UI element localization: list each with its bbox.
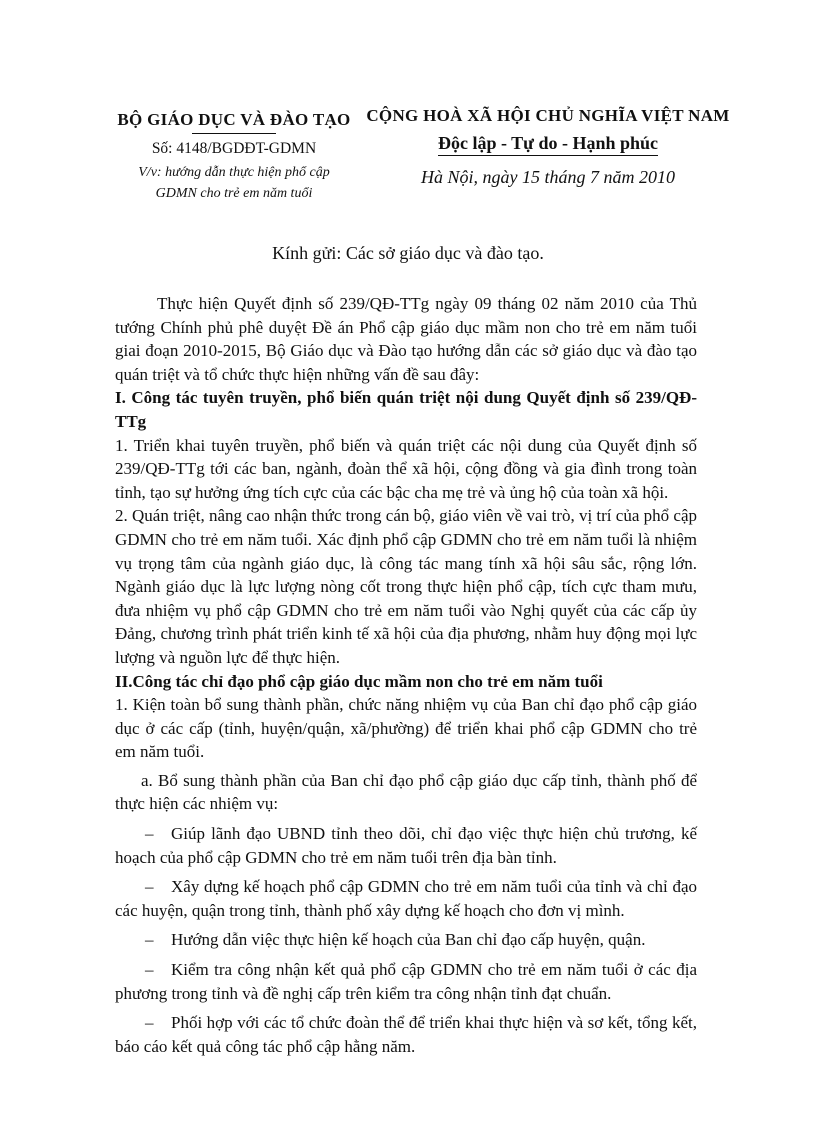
intro-paragraph: Thực hiện Quyết định số 239/QĐ-TTg ngày 09 tháng 02 năm 2010 của Thủ tướng Chính phủ phê duyệt Đề án Phổ cập giáo dục mầm non cho trẻ em năm tuổi giai đoạn 2010-2015, Bộ Giáo dục và Đào tạo hướng dẫn các sở giáo dục và đào tạo quán triệt và tổ chức thực hiện những vấn đề sau đây: <box>115 294 697 384</box>
document-number: Số: 4148/BGDĐT-GDMN <box>151 140 317 157</box>
dash-item <box>115 875 697 922</box>
issuer-block <box>104 110 364 204</box>
section-1-item-1: 1. Triển khai tuyên truyền, phổ biến và quán triệt các nội dung của Quyết định số 239/QĐ-TTg tới các ban, ngành, đoàn thể xã hội, cộng đồng và gia đình trong toàn tỉnh, tạo sự hưởng ứng tích cực của các bậc cha mẹ trẻ và ủng hộ của toàn xã hội. <box>115 435 697 502</box>
subject-line-1: V/v: hướng dẫn thực hiện phổ cập <box>138 165 330 180</box>
dash-item <box>115 958 697 1005</box>
dash-marker: – <box>145 930 154 950</box>
subject-line-2: GDMN cho trẻ em năm tuổi <box>155 186 313 201</box>
ministry-name: BỘ GIÁO DỤC VÀ ĐÀO TẠO <box>117 110 351 129</box>
section-1-heading: I. Công tác tuyên truyền, phổ biến quán triệt nội dung Quyết định số 239/QĐ-TTg <box>115 388 697 431</box>
dash-item <box>115 1011 697 1058</box>
document-body <box>115 292 697 1058</box>
section-1-item-2: 2. Quán triệt, nâng cao nhận thức trong cán bộ, giáo viên về vai trò, vị trí của phổ cập GDMN cho trẻ em năm tuổi. Xác định phổ cập GDMN cho trẻ em năm tuổi là nhiệm vụ trọng tâm của ngành giáo dục, là công tác mang tính xã hội sâu sắc, rộng lớn. Ngành giáo dục là lực lượng nòng cốt trong thực hiện phổ cập, tích cực tham mưu, đưa nhiệm vụ phổ cập GDMN cho trẻ em năm tuổi vào Nghị quyết của các cấp ủy Đảng, chương trình phát triển kinh tế xã hội của địa phương, nhằm huy động mọi lực lượng và nguồn lực để thực hiện. <box>115 506 697 667</box>
dash-item-text: Giúp lãnh đạo UBND tỉnh theo dõi, chỉ đạo việc thực hiện chủ trương, kế hoạch của phổ cập GDMN cho trẻ em năm tuổi trên địa bàn tỉnh. <box>115 824 697 867</box>
dash-item <box>115 822 697 869</box>
place-date: Hà Nội, ngày 15 tháng 7 năm 2010 <box>421 167 675 187</box>
national-heading-block <box>360 106 736 188</box>
dash-item-text: Phối hợp với các tổ chức đoàn thể để triển khai thực hiện và sơ kết, tổng kết, báo cáo kết quả công tác phổ cập hằng năm. <box>115 1013 697 1056</box>
dash-item <box>115 928 697 952</box>
dash-marker: – <box>145 960 154 980</box>
section-2-heading: II.Công tác chỉ đạo phổ cập giáo dục mầm non cho trẻ em năm tuổi <box>115 671 603 691</box>
dash-marker: – <box>145 824 154 844</box>
ministry-underline <box>192 133 276 134</box>
addressee-line: Kính gửi: Các sở giáo dục và đào tạo. <box>272 243 544 263</box>
nation-name: CỘNG HOÀ XÃ HỘI CHỦ NGHĨA VIỆT NAM <box>366 106 730 125</box>
dash-marker: – <box>145 1013 154 1033</box>
dash-item-text: Xây dựng kế hoạch phổ cập GDMN cho trẻ em năm tuổi của tỉnh và chỉ đạo các huyện, quận trong tỉnh, thành phố xây dựng kế hoạch cho đơn vị mình. <box>115 877 697 920</box>
dash-item-text: Kiểm tra công nhận kết quả phổ cập GDMN cho trẻ em năm tuổi ở các địa phương trong tỉnh và đề nghị cấp trên kiểm tra công nhận tỉnh đạt chuẩn. <box>115 960 697 1003</box>
dash-marker: – <box>145 877 154 897</box>
section-2-item-1a: a. Bổ sung thành phần của Ban chỉ đạo phổ cập giáo dục cấp tỉnh, thành phố để thực hiện các nhiệm vụ: <box>115 770 697 814</box>
section-2-item-1: 1. Kiện toàn bổ sung thành phần, chức năng nhiệm vụ của Ban chỉ đạo phổ cập giáo dục ở các cấp (tỉnh, huyện/quận, xã/phường) để triển khai phổ cập GDMN cho trẻ em năm tuổi. <box>115 695 697 762</box>
national-motto: Độc lập - Tự do - Hạnh phúc <box>438 133 658 156</box>
dash-item-text: Hướng dẫn việc thực hiện kế hoạch của Ban chỉ đạo cấp huyện, quận. <box>171 930 646 950</box>
